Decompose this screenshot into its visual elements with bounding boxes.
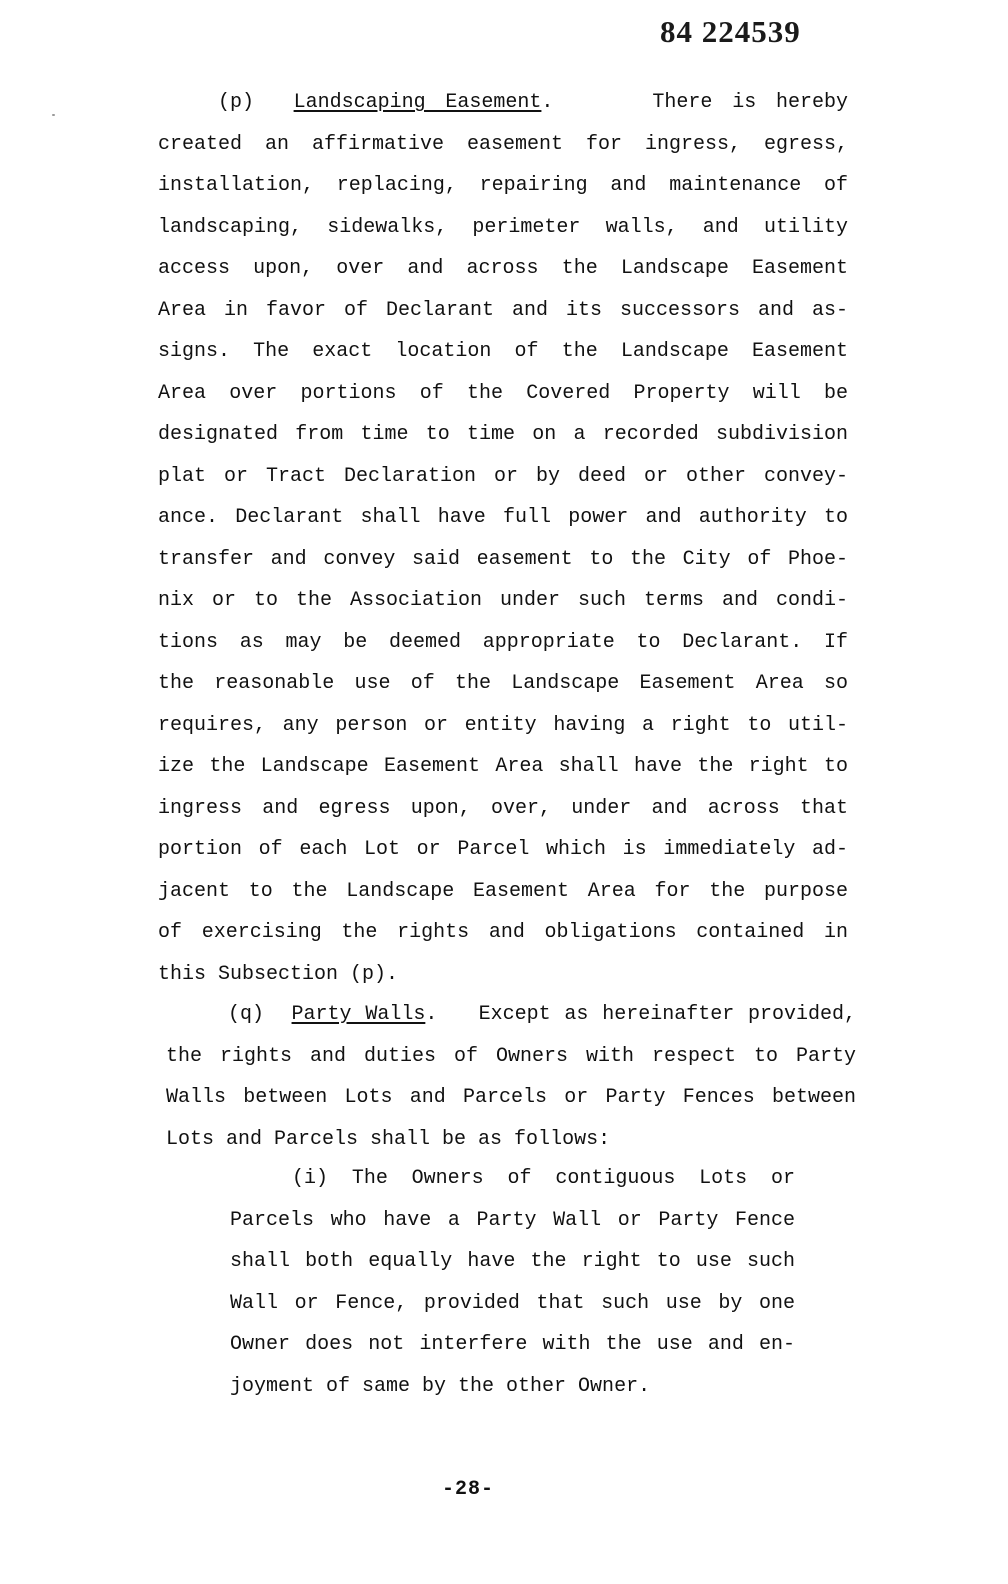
section-q-line: Lots and Parcels shall be as follows: <box>166 1127 611 1151</box>
section-q-i-paragraph <box>230 1158 795 1407</box>
section-p-marker: (p) <box>218 91 255 114</box>
section-p-line: tions as may be deemed appropriate to Declarant. If <box>158 630 848 654</box>
section-p-heading: Landscaping Easement <box>293 91 542 114</box>
section-p-first-line-rest: There is hereby <box>652 91 848 114</box>
section-p-line: signs. The exact location of the Landscape Easement <box>158 340 848 363</box>
section-p-line: transfer and convey said easement to the City of Phoe- <box>158 547 848 571</box>
section-p-line: portion of each Lot or Parcel which is immediately ad- <box>158 838 848 861</box>
section-q-i-line: Owner does not interfere with the use and en- <box>230 1333 795 1356</box>
section-q-i-line: Parcels who have a Party Wall or Party Fence <box>230 1208 795 1232</box>
section-p-line: installation, replacing, repairing and maintenance of <box>158 174 848 197</box>
section-p-heading-punct: . <box>541 91 554 114</box>
section-q-first-line-rest: Except as hereinafter provided, <box>478 1003 856 1026</box>
section-p-line: ingress and egress upon, over, under and across that <box>158 796 848 820</box>
section-q-heading-punct: . <box>425 1003 438 1026</box>
section-q-i-first-line: (i) The Owners of contiguous Lots or <box>292 1167 795 1190</box>
section-p-line: access upon, over and across the Landscape Easement <box>158 257 848 280</box>
section-p-paragraph <box>158 82 848 995</box>
section-q-line: the rights and duties of Owners with respect to Party <box>166 1044 856 1068</box>
section-q-paragraph <box>166 994 856 1160</box>
section-p-line: nix or to the Association under such terms and condi- <box>158 589 848 612</box>
section-p-line: jacent to the Landscape Easement Area for the purpose <box>158 879 848 903</box>
section-q-i-line: Wall or Fence, provided that such use by one <box>230 1291 795 1315</box>
section-p-line: plat or Tract Declaration or by deed or other convey- <box>158 464 848 488</box>
section-p-line: ize the Landscape Easement Area shall have the right to <box>158 755 848 778</box>
section-p-line: ance. Declarant shall have full power and authority to <box>158 506 848 529</box>
section-p-line: of exercising the rights and obligations contained in <box>158 921 848 944</box>
section-p-line: created an affirmative easement for ingress, egress, <box>158 132 848 156</box>
section-p-line: this Subsection (p). <box>158 962 399 986</box>
section-p-line: designated from time to time on a recorded subdivision <box>158 423 848 446</box>
section-p-first-line <box>158 82 848 124</box>
section-q-i-line: shall both equally have the right to use such <box>230 1250 795 1273</box>
section-q-line: Walls between Lots and Parcels or Party Fences between <box>166 1086 856 1109</box>
section-q-i-line: joyment of same by the other Owner. <box>230 1374 651 1398</box>
section-q-marker: (q) <box>228 1003 265 1026</box>
section-q-first-line <box>166 994 856 1036</box>
page-number: -28- <box>441 1478 494 1501</box>
section-p-line: landscaping, sidewalks, perimeter walls, and utility <box>158 215 848 239</box>
scan-speck <box>52 114 55 116</box>
section-p-line: the reasonable use of the Landscape Easement Area so <box>158 672 848 695</box>
section-p-line: Area over portions of the Covered Property will be <box>158 381 848 405</box>
section-p-line: Area in favor of Declarant and its successors and as- <box>158 298 848 322</box>
section-p-line: requires, any person or entity having a right to util- <box>158 713 848 737</box>
document-number: 84 224539 <box>660 14 801 49</box>
section-q-heading: Party Walls <box>291 1003 426 1026</box>
